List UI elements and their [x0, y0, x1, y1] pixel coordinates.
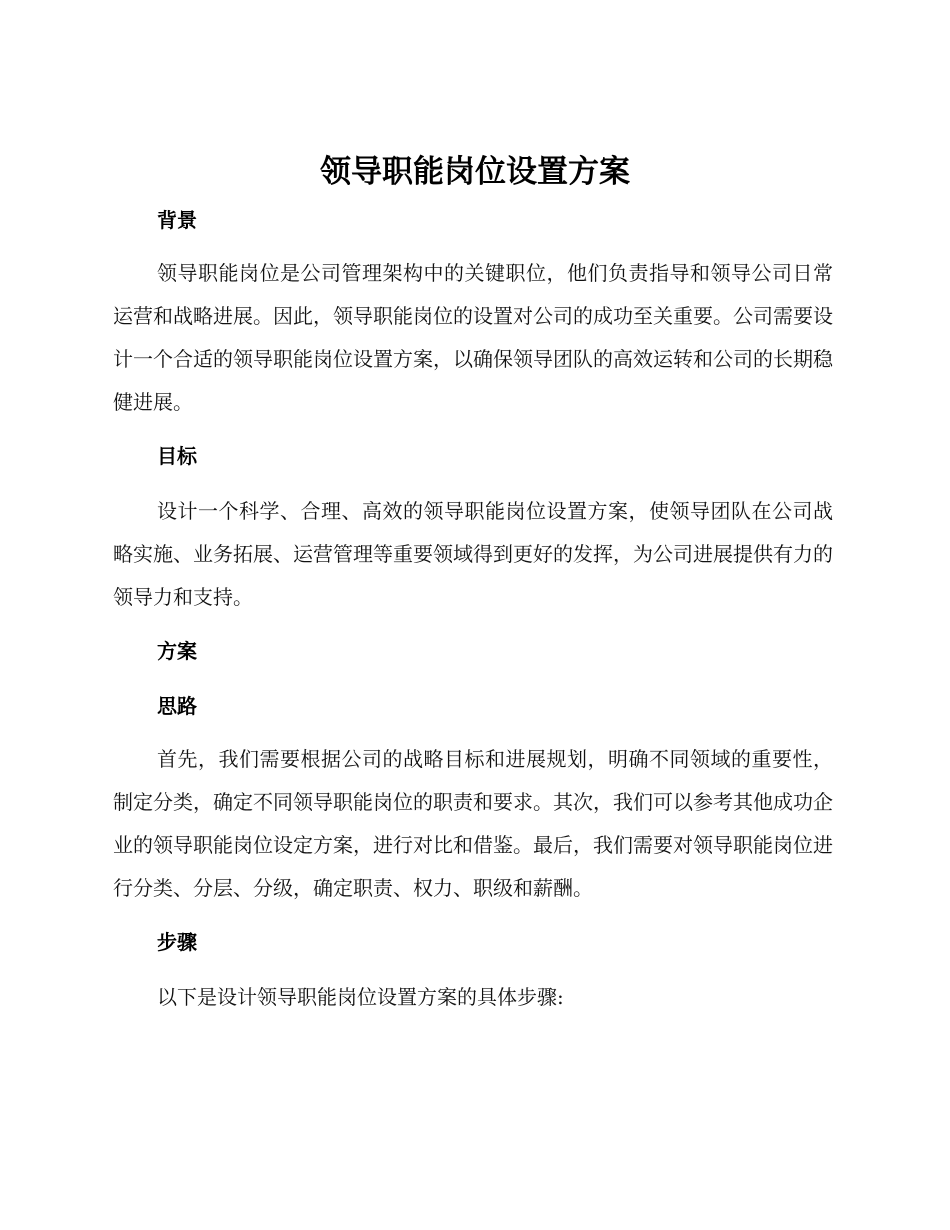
paragraph-goal: 设计一个科学、合理、高效的领导职能岗位设置方案，使领导团队在公司战略实施、业务拓展、运营管理等重要领域得到更好的发挥，为公司进展提供有力的领导力和支持。: [113, 499, 833, 609]
section-heading-goal: 目标: [157, 444, 197, 468]
section-heading-plan: 方案: [157, 639, 197, 663]
section-heading-idea: 思路: [157, 694, 197, 718]
paragraph-steps: 以下是设计领导职能岗位设置方案的具体步骤:: [157, 985, 564, 1009]
paragraph-background: 领导职能岗位是公司管理架构中的关键职位，他们负责指导和领导公司日常运营和战略进展。因此，领导职能岗位的设置对公司的成功至关重要。公司需要设计一个合适的领导职能岗位设置方案，以确保领导团队的高效运转和公司的长期稳健进展。: [113, 261, 833, 414]
section-heading-background: 背景: [157, 208, 197, 232]
paragraph-idea: 首先，我们需要根据公司的战略目标和进展规划，明确不同领域的重要性，制定分类，确定不同领导职能岗位的职责和要求。其次，我们可以参考其他成功企业的领导职能岗位设定方案，进行对比和借鉴。最后，我们需要对领导职能岗位进行分类、分层、分级，确定职责、权力、职级和薪酬。: [113, 747, 833, 900]
section-heading-steps: 步骤: [157, 930, 197, 954]
document-title: 领导职能岗位设置方案: [320, 154, 630, 190]
